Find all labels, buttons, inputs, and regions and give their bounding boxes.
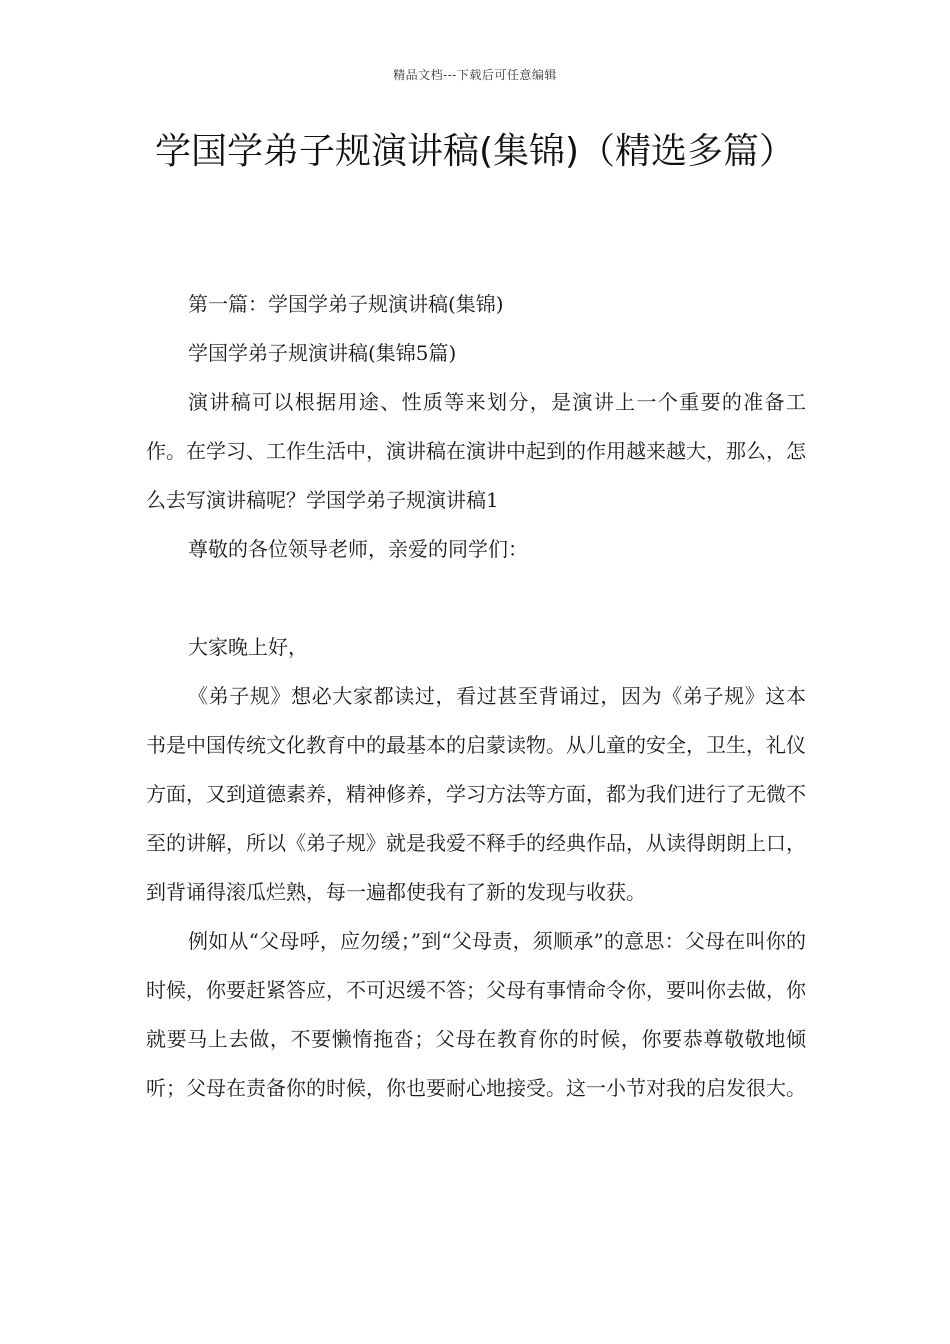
paragraph-intro: 演讲稿可以根据用途、性质等来划分，是演讲上一个重要的准备工作。在学习、工作生活中，演讲稿在演讲中起到的作用越来越大，那么，怎么去写演讲稿呢？学国学弟子规演讲稿1 <box>146 390 806 512</box>
paragraph-body-1: 《弟子规》想必大家都读过，看过甚至背诵过，因为《弟子规》这本书是中国传统文化教育中的最基本的启蒙读物。从儿童的安全，卫生，礼仪方面，又到道德素养，精神修养，学习方法等方面，都为我们进行了无微不至的讲解，所以《弟子规》就是我爱不释手的经典作品，从读得朗朗上口，到背诵得滚瓜烂熟，每一遍都使我有了新的发现与收获。 <box>146 684 806 904</box>
document-body <box>146 280 806 1113</box>
paragraph-body-2: 例如从“父母呼，应勿缓；”到“父母责，须顺承”的意思：父母在叫你的时候，你要赶紧答应，不可迟缓不答；父母有事情命令你，要叫你去做，你就要马上去做，不要懒惰拖沓；父母在教育你的时候，你要恭尊敬敬地倾听；父母在责备你的时候，你也要耐心地接受。这一小节对我的启发很大。 <box>146 929 806 1100</box>
paragraph-salutation: 尊敬的各位领导老师，亲爱的同学们： <box>188 537 528 561</box>
document-title: 学国学弟子规演讲稿(集锦)（精选多篇） <box>154 131 796 172</box>
blank-line <box>146 574 806 623</box>
header-note: 精品文档---下载后可任意编辑 <box>393 68 557 82</box>
paragraph-section-heading: 第一篇：学国学弟子规演讲稿(集锦) <box>188 292 504 316</box>
paragraph-subtitle: 学国学弟子规演讲稿(集锦5篇) <box>188 341 457 365</box>
paragraph-greeting: 大家晚上好， <box>188 635 308 659</box>
